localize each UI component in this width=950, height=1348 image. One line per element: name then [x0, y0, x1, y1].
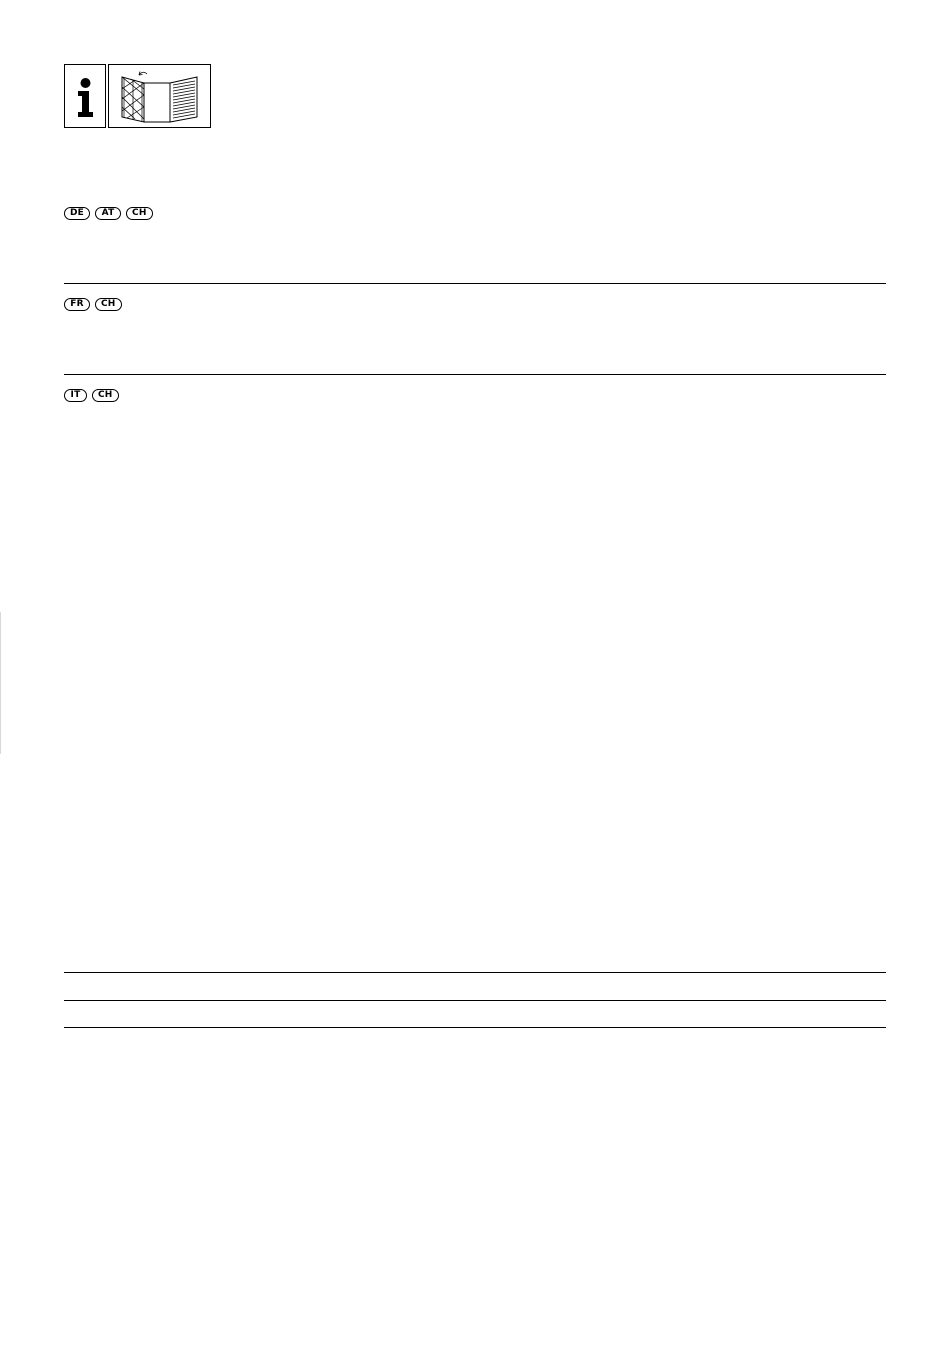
info-icon: [64, 64, 106, 128]
language-badges-de-at-ch: [64, 206, 153, 220]
badge-ch: CH: [126, 207, 153, 220]
badge-ch: CH: [92, 389, 119, 402]
language-badges-fr-ch: [64, 297, 122, 311]
divider: [64, 1000, 886, 1001]
badge-fr: FR: [64, 298, 90, 311]
badge-de: DE: [64, 207, 90, 220]
folded-leaflet-icon: [108, 64, 211, 128]
divider: [64, 972, 886, 973]
badge-ch: CH: [95, 298, 122, 311]
divider: [64, 374, 886, 375]
badge-at: AT: [95, 207, 121, 220]
margin-line: [0, 612, 1, 754]
divider: [64, 1027, 886, 1028]
divider: [64, 283, 886, 284]
language-badges-it-ch: [64, 388, 119, 402]
badge-it: IT: [64, 389, 87, 402]
